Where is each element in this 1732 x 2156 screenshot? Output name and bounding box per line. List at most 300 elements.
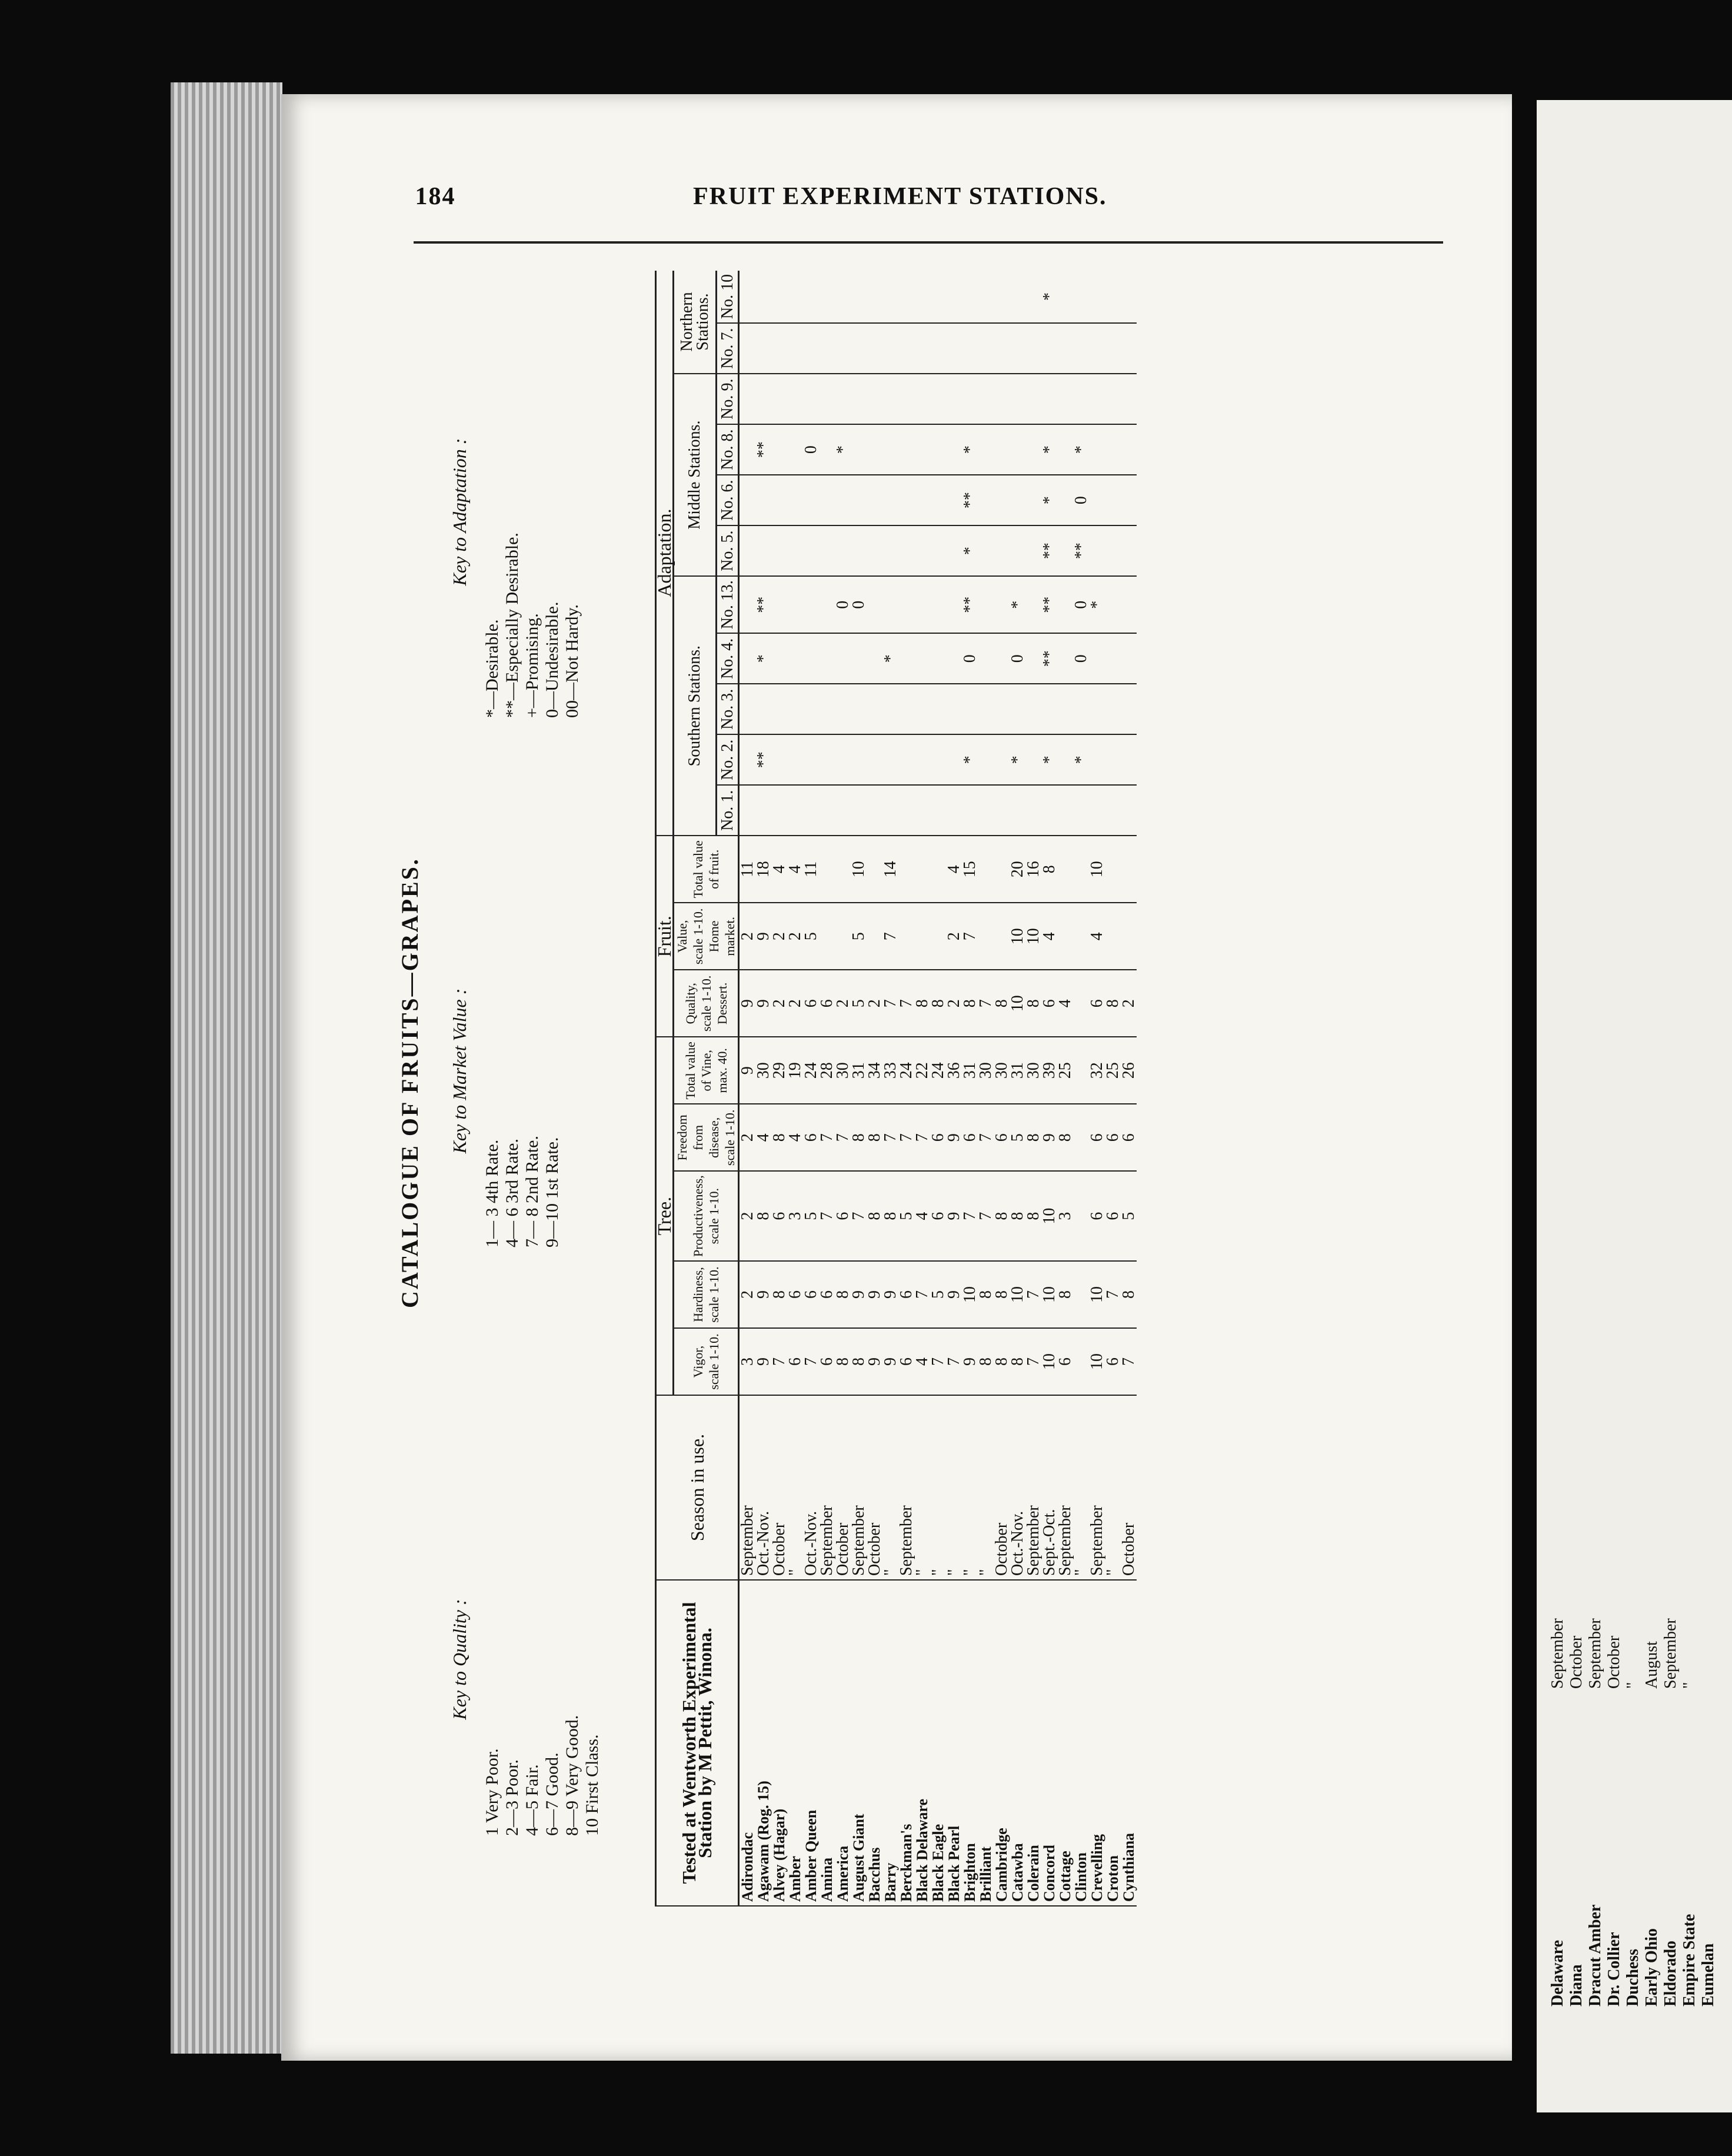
station-cell <box>978 734 994 785</box>
hardiness-cell: 8 <box>978 1261 994 1328</box>
quality-cell: 8 <box>914 970 930 1037</box>
station-cell <box>1121 424 1137 475</box>
hardiness-cell: 8 <box>771 1261 787 1328</box>
table-row <box>803 271 819 1906</box>
disease-cell: 7 <box>898 1104 914 1171</box>
hardiness-cell: 7 <box>914 1261 930 1328</box>
table-row <box>1025 271 1041 1906</box>
station-cell <box>898 374 914 424</box>
station-cell <box>739 576 756 633</box>
vine-total-cell: 31 <box>851 1037 867 1104</box>
fruit-total-cell <box>1057 836 1073 903</box>
key-line: 1 Very Poor. <box>482 1748 502 1836</box>
vine-total-cell: 34 <box>867 1037 882 1104</box>
station-cell <box>962 785 978 836</box>
productiveness-cell: 6 <box>1105 1171 1121 1261</box>
quality-cell: 8 <box>1105 970 1121 1037</box>
station-cell <box>978 576 994 633</box>
vine-total-cell: 24 <box>803 1037 819 1104</box>
col-disease-header: Freedom from disease, scale 1-10. <box>674 1104 739 1171</box>
productiveness-cell: 8 <box>994 1171 1010 1261</box>
table-row <box>1121 271 1137 1906</box>
season-cell: September <box>819 1395 835 1580</box>
season-cell: Oct.-Nov. <box>803 1395 819 1580</box>
key-adaptation-heading: Key to Adaptation : <box>449 438 470 586</box>
station-cell <box>930 684 946 734</box>
station-cell <box>898 424 914 475</box>
vine-total-cell: 31 <box>1010 1037 1025 1104</box>
variety-name: Barry <box>882 1580 898 1906</box>
station-cell <box>994 374 1010 424</box>
hardiness-cell: 8 <box>1121 1261 1137 1328</box>
station-cell <box>978 525 994 576</box>
hardiness-cell: 8 <box>835 1261 851 1328</box>
home-market-cell: 2 <box>771 903 787 970</box>
quality-cell: 2 <box>867 970 882 1037</box>
station-cell <box>1073 271 1089 323</box>
table-row <box>962 271 978 1906</box>
station-cell <box>930 475 946 525</box>
hardiness-cell: 9 <box>946 1261 962 1328</box>
station-cell <box>898 734 914 785</box>
fruit-total-cell: 15 <box>962 836 978 903</box>
vine-total-cell <box>1073 1037 1089 1104</box>
station-cell <box>851 785 867 836</box>
variety-name: Clinton <box>1073 1580 1089 1906</box>
station-cell <box>803 785 819 836</box>
station-cell <box>803 323 819 374</box>
season-cell: September <box>851 1395 867 1580</box>
vigor-cell: 6 <box>819 1328 835 1395</box>
table-row <box>787 271 803 1906</box>
station-cell <box>962 323 978 374</box>
col-fruit-total-header: Total value of fruit. <box>674 836 739 903</box>
hardiness-cell: 6 <box>803 1261 819 1328</box>
key-line: 6—7 Good. <box>542 1752 562 1836</box>
home-market-cell <box>978 903 994 970</box>
fruit-total-cell: 4 <box>771 836 787 903</box>
variety-name: Amina <box>819 1580 835 1906</box>
home-market-cell <box>1057 903 1073 970</box>
station-cell <box>1025 424 1041 475</box>
station-cell <box>771 271 787 323</box>
station-cell <box>1057 374 1073 424</box>
season-cell: September <box>1057 1395 1073 1580</box>
header-rule <box>414 241 1443 244</box>
quality-cell: 8 <box>930 970 946 1037</box>
col-station-header: No. 7. <box>716 323 738 374</box>
vine-total-cell: 36 <box>946 1037 962 1104</box>
fruit-total-cell <box>1105 836 1121 903</box>
col-productiveness-header: Productiveness, scale 1-10. <box>674 1171 739 1261</box>
station-cell <box>787 271 803 323</box>
station-cell <box>882 374 898 424</box>
vigor-cell: 7 <box>930 1328 946 1395</box>
station-cell <box>1010 271 1025 323</box>
disease-cell: 7 <box>914 1104 930 1171</box>
station-cell <box>914 475 930 525</box>
group-fruit-header: Fruit. <box>656 836 674 1037</box>
station-cell <box>914 576 930 633</box>
station-cell <box>1073 374 1089 424</box>
quality-cell: 6 <box>819 970 835 1037</box>
col-station-header: No. 2. <box>716 734 738 785</box>
station-cell <box>1089 475 1105 525</box>
station-cell <box>898 475 914 525</box>
station-cell <box>882 734 898 785</box>
station-cell <box>819 525 835 576</box>
station-cell <box>1121 525 1137 576</box>
variety-name: Cynthiana <box>1121 1580 1137 1906</box>
vine-total-cell: 30 <box>755 1037 771 1104</box>
hardiness-cell: 9 <box>851 1261 867 1328</box>
station-cell <box>851 633 867 684</box>
station-cell: * <box>835 424 851 475</box>
hardiness-cell: 2 <box>739 1261 756 1328</box>
table-row <box>1010 271 1025 1906</box>
home-market-cell: 2 <box>946 903 962 970</box>
station-cell <box>898 271 914 323</box>
book-page <box>281 94 1512 2061</box>
table-row <box>819 271 835 1906</box>
season-cell: Oct.-Nov. <box>1010 1395 1025 1580</box>
home-market-cell: 2 <box>787 903 803 970</box>
quality-cell: 8 <box>962 970 978 1037</box>
station-cell <box>914 684 930 734</box>
quality-cell: 7 <box>898 970 914 1037</box>
station-cell <box>787 525 803 576</box>
station-cell <box>978 424 994 475</box>
disease-cell: 7 <box>882 1104 898 1171</box>
vine-total-cell: 30 <box>994 1037 1010 1104</box>
station-cell <box>1010 684 1025 734</box>
station-cell: ** <box>1041 576 1057 633</box>
productiveness-cell: 5 <box>898 1171 914 1261</box>
station-cell <box>739 684 756 734</box>
station-cell <box>787 323 803 374</box>
station-cell <box>882 424 898 475</box>
station-cell <box>787 475 803 525</box>
station-cell <box>739 271 756 323</box>
variety-name: Cambridge <box>994 1580 1010 1906</box>
col-vigor-header: Vigor, scale 1-10. <box>674 1328 739 1395</box>
station-cell <box>1025 734 1041 785</box>
vigor-cell: 8 <box>1010 1328 1025 1395</box>
station-cell <box>1025 323 1041 374</box>
hardiness-cell: 10 <box>1010 1261 1025 1328</box>
table-row <box>1089 271 1105 1906</box>
table-row <box>755 271 771 1906</box>
station-cell: 0 <box>803 424 819 475</box>
quality-cell: 9 <box>755 970 771 1037</box>
season-cell: Sept.-Oct. <box>1041 1395 1057 1580</box>
catalog-rows <box>739 271 1137 1906</box>
station-cell <box>803 374 819 424</box>
station-cell: * <box>962 734 978 785</box>
quality-cell: 2 <box>1121 970 1137 1037</box>
key-line: 7— 8 2nd Rate. <box>522 1136 542 1247</box>
station-cell <box>1121 785 1137 836</box>
home-market-cell: 9 <box>755 903 771 970</box>
disease-cell: 7 <box>835 1104 851 1171</box>
station-cell <box>835 525 851 576</box>
station-cell <box>1010 424 1025 475</box>
facing-page-names: Delaware Diana Dracut Amber Dr. Collier Duchess Early Ohio Eldorado Empire State Eumelan <box>1548 1904 1717 2007</box>
hardiness-cell: 6 <box>787 1261 803 1328</box>
vigor-cell: 7 <box>1025 1328 1041 1395</box>
station-cell <box>898 576 914 633</box>
vigor-cell: 6 <box>1057 1328 1073 1395</box>
station-cell <box>835 475 851 525</box>
fruit-total-cell: 16 <box>1025 836 1041 903</box>
hardiness-cell: 6 <box>819 1261 835 1328</box>
station-cell <box>930 271 946 323</box>
key-line: 10 First Class. <box>582 1734 602 1836</box>
home-market-cell: 5 <box>851 903 867 970</box>
col-name-header: Tested at Wentworth Experimental Station by M Pettit, Winona. <box>656 1580 739 1906</box>
station-cell <box>835 633 851 684</box>
station-cell <box>978 684 994 734</box>
station-cell <box>1010 323 1025 374</box>
productiveness-cell: 8 <box>867 1171 882 1261</box>
station-cell <box>1041 785 1057 836</box>
station-cell <box>946 734 962 785</box>
col-station-header: No. 5. <box>716 525 738 576</box>
productiveness-cell: 6 <box>1089 1171 1105 1261</box>
productiveness-cell: 8 <box>1025 1171 1041 1261</box>
station-cell <box>867 684 882 734</box>
key-line: **—Especially Desirable. <box>502 533 522 718</box>
station-cell <box>930 525 946 576</box>
productiveness-cell: 5 <box>803 1171 819 1261</box>
fruit-total-cell <box>1121 836 1137 903</box>
station-cell <box>1089 734 1105 785</box>
station-cell: 0 <box>962 633 978 684</box>
table-row <box>882 271 898 1906</box>
station-cell <box>835 374 851 424</box>
home-market-cell <box>898 903 914 970</box>
vigor-cell: 6 <box>1105 1328 1121 1395</box>
fruit-total-cell <box>978 836 994 903</box>
station-cell <box>1025 374 1041 424</box>
station-cell: * <box>1010 576 1025 633</box>
station-cell: 0 <box>1073 475 1089 525</box>
station-cell <box>978 475 994 525</box>
disease-cell: 8 <box>851 1104 867 1171</box>
facing-page <box>1537 100 1732 2112</box>
station-cell <box>851 525 867 576</box>
group-adaptation-header: Adaptation. <box>656 271 674 836</box>
home-market-cell: 7 <box>962 903 978 970</box>
station-cell <box>1057 734 1073 785</box>
vigor-cell: 8 <box>978 1328 994 1395</box>
variety-name: Agawam (Rog. 15) <box>755 1580 771 1906</box>
fruit-total-cell <box>930 836 946 903</box>
season-cell: " <box>882 1395 898 1580</box>
variety-name: Black Delaware <box>914 1580 930 1906</box>
table-row <box>946 271 962 1906</box>
station-cell: ** <box>962 576 978 633</box>
fruit-total-cell: 11 <box>739 836 756 903</box>
table-row <box>739 271 756 1906</box>
quality-cell: 2 <box>787 970 803 1037</box>
station-cell <box>1010 525 1025 576</box>
station-cell <box>1089 424 1105 475</box>
station-cell <box>1089 525 1105 576</box>
variety-name: Black Eagle <box>930 1580 946 1906</box>
station-cell <box>898 525 914 576</box>
table-row <box>851 271 867 1906</box>
station-cell <box>803 684 819 734</box>
station-cell <box>994 271 1010 323</box>
station-cell <box>851 734 867 785</box>
home-market-cell <box>835 903 851 970</box>
disease-cell <box>1073 1104 1089 1171</box>
station-cell <box>930 734 946 785</box>
station-cell <box>930 424 946 475</box>
quality-cell: 9 <box>739 970 756 1037</box>
station-cell <box>1010 374 1025 424</box>
station-cell <box>755 785 771 836</box>
catalog-title: CATALOGUE OF FRUITS—GRAPES. <box>397 857 423 1308</box>
vigor-cell: 4 <box>914 1328 930 1395</box>
station-cell <box>1089 684 1105 734</box>
productiveness-cell: 7 <box>851 1171 867 1261</box>
rotated-catalog <box>396 259 1484 1907</box>
station-cell <box>835 684 851 734</box>
vine-total-cell: 30 <box>835 1037 851 1104</box>
station-cell <box>1025 271 1041 323</box>
station-cell <box>771 374 787 424</box>
disease-cell: 6 <box>930 1104 946 1171</box>
col-station-header: No. 3. <box>716 684 738 734</box>
home-market-cell: 4 <box>1041 903 1057 970</box>
variety-name: August Giant <box>851 1580 867 1906</box>
station-cell <box>1121 684 1137 734</box>
fruit-total-cell <box>1073 836 1089 903</box>
station-cell <box>946 424 962 475</box>
vine-total-cell: 29 <box>771 1037 787 1104</box>
station-cell <box>946 633 962 684</box>
variety-name: Berckman's <box>898 1580 914 1906</box>
station-cell: * <box>755 633 771 684</box>
key-market <box>449 894 562 1247</box>
vigor-cell: 7 <box>803 1328 819 1395</box>
group-tree-header: Tree. <box>656 1037 674 1395</box>
station-cell <box>787 633 803 684</box>
hardiness-cell: 7 <box>1025 1261 1041 1328</box>
station-cell <box>739 475 756 525</box>
disease-cell: 8 <box>1057 1104 1073 1171</box>
disease-cell: 7 <box>819 1104 835 1171</box>
station-cell <box>978 323 994 374</box>
station-cell <box>755 475 771 525</box>
station-cell <box>1089 374 1105 424</box>
disease-cell: 7 <box>978 1104 994 1171</box>
station-cell: 0 <box>851 576 867 633</box>
station-cell <box>914 785 930 836</box>
station-cell <box>803 734 819 785</box>
station-cell <box>739 525 756 576</box>
home-market-cell: 10 <box>1010 903 1025 970</box>
col-season-header: Season in use. <box>656 1395 739 1580</box>
vine-total-cell: 24 <box>930 1037 946 1104</box>
table-row <box>930 271 946 1906</box>
station-cell <box>946 374 962 424</box>
station-cell <box>1025 525 1041 576</box>
fruit-total-cell: 18 <box>755 836 771 903</box>
station-cell <box>787 374 803 424</box>
table-row <box>1105 271 1121 1906</box>
home-market-cell <box>1121 903 1137 970</box>
station-cell <box>835 323 851 374</box>
fruit-total-cell <box>914 836 930 903</box>
station-cell <box>819 785 835 836</box>
grape-catalog-table <box>655 271 1137 1907</box>
hardiness-cell: 10 <box>1089 1261 1105 1328</box>
table-row <box>914 271 930 1906</box>
station-cell: * <box>1073 424 1089 475</box>
fruit-total-cell: 11 <box>803 836 819 903</box>
table-row <box>978 271 994 1906</box>
station-cell <box>771 424 787 475</box>
station-cell <box>867 475 882 525</box>
station-cell <box>978 271 994 323</box>
station-cell <box>882 475 898 525</box>
station-cell <box>867 374 882 424</box>
station-cell <box>1105 633 1121 684</box>
station-cell <box>1010 475 1025 525</box>
hardiness-cell: 9 <box>867 1261 882 1328</box>
station-cell <box>962 271 978 323</box>
col-home-market-header: Value, scale 1-10. Home market. <box>674 903 739 970</box>
quality-cell: 6 <box>1089 970 1105 1037</box>
station-cell <box>819 684 835 734</box>
season-cell: October <box>867 1395 882 1580</box>
season-cell: " <box>962 1395 978 1580</box>
station-cell <box>787 576 803 633</box>
station-cell <box>771 734 787 785</box>
station-cell <box>946 684 962 734</box>
station-cell <box>1121 374 1137 424</box>
season-cell: September <box>739 1395 756 1580</box>
station-cell <box>1025 576 1041 633</box>
variety-name: Bacchus <box>867 1580 882 1906</box>
fruit-total-cell: 10 <box>1089 836 1105 903</box>
disease-cell: 9 <box>946 1104 962 1171</box>
quality-cell: 2 <box>835 970 851 1037</box>
disease-cell: 6 <box>803 1104 819 1171</box>
station-cell <box>771 323 787 374</box>
station-cell <box>994 684 1010 734</box>
station-cell <box>978 374 994 424</box>
col-vine-total-header: Total value of Vine, max. 40. <box>674 1037 739 1104</box>
station-cell <box>1041 374 1057 424</box>
vine-total-cell: 19 <box>787 1037 803 1104</box>
station-cell <box>946 323 962 374</box>
key-line: 9—10 1st Rate. <box>542 1137 562 1247</box>
page-stack-left <box>171 82 282 2054</box>
disease-cell: 4 <box>755 1104 771 1171</box>
station-cell <box>851 271 867 323</box>
station-cell: * <box>962 424 978 475</box>
table-row <box>1073 271 1089 1906</box>
station-cell: ** <box>755 424 771 475</box>
key-line: 4— 6 3rd Rate. <box>502 1139 522 1247</box>
station-cell <box>1057 475 1073 525</box>
station-cell <box>962 684 978 734</box>
col-station-header: No. 1. <box>716 785 738 836</box>
